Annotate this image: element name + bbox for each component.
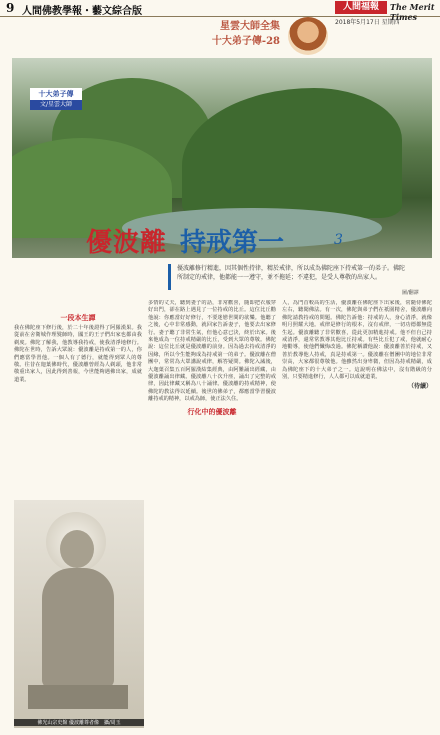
intro-quote: 優波離修行精進，因其個性持律，精於戒律，所以成為佛陀座下持戒第一的弟子。佛陀所制定的戒律，他都能一一遵守，並不拖延；不違犯，是受人尊敬的出家人。 (168, 264, 407, 290)
headline-red: 優波離 (86, 228, 168, 258)
statue-body (42, 568, 114, 688)
column-text: 人，為門首較高的生活，優波離在佛陀座下出家後，常隨侍佛陀左右，聽聞佛法。有一次，佛陀與弟子們在祇園精舍，優波離向佛陀請教持戒的問題。佛陀告訴他：持戒的人，身心清淨，就像明月照耀大地。戒律是修行的根本，沒有戒律，一切功德都無從生起。優波離聽了非常歡喜，從此更加精進持戒。他不但自己持戒清淨，還常常教導其他比丘持戒。有些比丘犯了戒，他就耐心地勸導，使他們懺悔改過。佛陀稱讚他說：優波離善於持戒，又善於教導他人持戒，真是持戒第一。優波離在僧團中的地位非常崇高，大家都很尊敬他。他雖然出身卑微，但因為持戒精嚴，成為佛陀座下的十大弟子之一。這說明在佛法中，沒有階級的分別，只要精進修行，人人都可以成就道業。 (282, 300, 432, 381)
column-text: 我在佛陀座下修行後，於二十年後證得了阿羅漢果。我從前在舍衛城作理髮師時，國王的王子們出家也都由我剃度。佛陀了解我，他教導我持戒，使我清淨地修行。佛陀在世時，告訴大眾說：優波離是持戒第一的人，你們應當學習他。一個人有了德行，就能得到眾人的尊敬。往昔在迦葉佛時代，優波離曾經為人剃頭，他非常敬重出家人，因此得到善報，今世能夠遇佛出家，成就道業。 (14, 325, 142, 383)
hill-shape (182, 88, 402, 218)
headline-blue: 持戒第一 (180, 228, 285, 258)
master-portrait (288, 17, 328, 55)
subheading: 行化中的優波離 (187, 406, 237, 416)
issue-date: 2018年5月17日 星期四 (335, 19, 400, 26)
column-text: 多情的丈夫，聽到妻子的話，非常歡喜，隨即把衣服穿好出門，卻在路上遇見了一位持戒的比丘。這位比丘勸他說：你應當好好修行，不要迷戀世間的欲樂。他聽了之後，心中非常感動，就回家告訴妻子，他要去出家修行。妻子聽了非常生氣，但他心意已決，終於出家。後來他成為一位持戒精嚴的比丘，受到大眾的尊敬。佛陀說：這位比丘就是優波離的前身。因為過去持戒清淨的因緣，所以今生能夠成為持戒第一的弟子。優波離在僧團中，常常為大眾講說戒律，解答疑問。佛陀入滅後，大迦葉召集五百阿羅漢結集經典，由阿難誦出經藏，由優波離誦出律藏。優波離八十次升座，誦出了完整的戒律，因此律藏又稱為八十誦律。優波離的持戒精神，使佛陀的教法得以延續。後世的佛弟子，都應當學習優波離持戒的精神，以戒為師，使正法久住。 (148, 300, 276, 403)
masthead (0, 0, 440, 22)
article-column-2 (148, 300, 276, 730)
series-line-1: 星雲大師全集 (220, 21, 280, 32)
photo-credit: 圖/翻譯 (402, 290, 419, 296)
statue-photo (14, 500, 144, 728)
to-be-continued: （待續） (407, 383, 432, 391)
statue-base (28, 685, 128, 709)
photo-caption: 佛光山宗史館 優波離尊者像 攝/周玉 (14, 719, 144, 726)
series-line-2: 十大弟子傳-28 (211, 36, 280, 47)
statue-head (60, 530, 94, 568)
article-column-1 (14, 310, 142, 495)
page-number: 9 (6, 1, 15, 15)
section-title: 人間佛教學報・藝文綜合版 (22, 6, 142, 17)
series-banner (180, 17, 280, 47)
series-tag: 十大弟子傳 (30, 88, 82, 100)
subheading: 一段本生譚 (60, 313, 96, 322)
newspaper-english-name: The Merit Times (390, 2, 435, 22)
newspaper-logo: 人間福報 (335, 1, 387, 14)
author-tag: 文/星雲大師 (30, 100, 82, 110)
article-column-3 (282, 300, 432, 730)
headline-number: 3 (334, 232, 343, 248)
